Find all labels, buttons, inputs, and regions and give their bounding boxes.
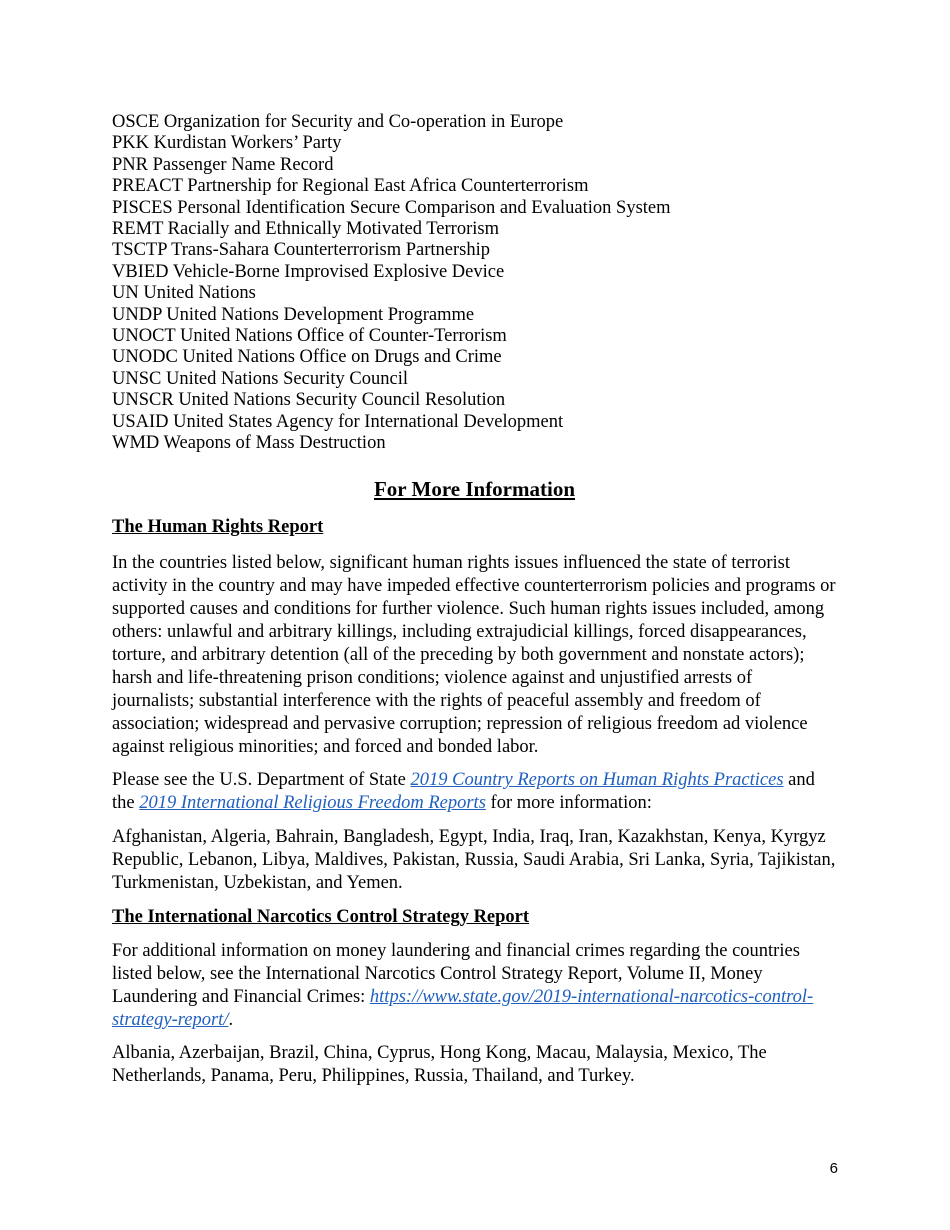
narcotics-paragraph-suffix: .	[228, 1010, 234, 1031]
country-reports-link[interactable]: 2019 Country Reports on Human Rights Practices	[410, 770, 784, 791]
human-rights-heading: The Human Rights Report	[112, 516, 324, 537]
page-number: 6	[829, 1160, 838, 1177]
see-reports-suffix: for more information:	[485, 793, 652, 814]
narcotics-heading: The International Narcotics Control Strategy Report	[112, 906, 530, 927]
abbreviation-item: WMD Weapons of Mass Destruction	[112, 433, 386, 454]
see-reports-prefix: Please see the U.S. Department of State	[112, 770, 411, 791]
document-page	[112, 112, 837, 1088]
abbreviation-item: UNDP United Nations Development Programme	[112, 304, 475, 325]
narcotics-paragraph-text: For additional information on money laundering and financial crimes regarding the countries listed below, see the International Narcotics Control Strategy Report, Volume II, Money Laundering and Financial Crimes:	[112, 940, 800, 1007]
abbreviation-item: UNODC United Nations Office on Drugs and Crime	[112, 347, 502, 368]
human-rights-countries: Afghanistan, Algeria, Bahrain, Bangladesh, Egypt, India, Iraq, Iran, Kazakhstan, Kenya, Kyrgyz Republic, Lebanon, Libya, Maldives, Pakistan, Russia, Saudi Arabia, Sri Lanka, Syria, Tajikistan, Turkmenistan, Uzbekistan, and Yemen.	[112, 826, 836, 893]
narcotics-paragraph	[112, 940, 837, 1032]
narcotics-countries: Albania, Azerbaijan, Brazil, China, Cyprus, Hong Kong, Macau, Malaysia, Mexico, The Netherlands, Panama, Peru, Philippines, Russia, Thailand, and Turkey.	[112, 1043, 767, 1087]
abbreviation-item: PISCES Personal Identification Secure Comparison and Evaluation System	[112, 197, 671, 218]
religious-freedom-link[interactable]: 2019 International Religious Freedom Reports	[139, 793, 486, 814]
abbreviation-item: OSCE Organization for Security and Co-operation in Europe	[112, 112, 564, 132]
see-reports-paragraph	[112, 769, 837, 815]
abbreviation-item: PKK Kurdistan Workers’ Party	[112, 133, 342, 154]
abbreviation-item: USAID United States Agency for International Development	[112, 411, 564, 432]
section-title: For More Information	[373, 476, 576, 501]
abbreviation-item: UN United Nations	[112, 283, 256, 304]
abbreviation-item: PREACT Partnership for Regional East Africa Counterterrorism	[112, 176, 589, 197]
abbreviation-item: UNOCT United Nations Office of Counter-Terrorism	[112, 326, 507, 347]
abbreviation-item: TSCTP Trans-Sahara Counterterrorism Partnership	[112, 240, 491, 261]
abbreviation-item: VBIED Vehicle-Borne Improvised Explosive Device	[112, 261, 505, 282]
narcotics-report-link[interactable]: https://www.state.gov/2019-international-narcotics-control-strategy-report/	[112, 987, 814, 1031]
abbreviation-list	[112, 112, 837, 455]
see-reports-middle: and the	[112, 770, 815, 814]
abbreviation-item: UNSCR United Nations Security Council Resolution	[112, 390, 506, 411]
human-rights-paragraph: In the countries listed below, significant human rights issues influenced the state of terrorist activity in the country and may have impeded effective counterterrorism policies and programs or supported causes and conditions for further violence. Such human rights issues included, among others: unlawful and arbitrary killings, including extrajudicial killings, forced disappearances, torture, and arbitrary detention (all of the preceding by both government and nonstate actors); harsh and life-threatening prison conditions; violence against and unjustified arrests of journalists; substantial interference with the rights of peaceful assembly and freedom of association; widespread and pervasive corruption; repression of religious freedom ad violence against religious minorities; and forced and bonded labor.	[112, 552, 836, 758]
abbreviation-item: REMT Racially and Ethnically Motivated Terrorism	[112, 219, 499, 240]
abbreviation-item: UNSC United Nations Security Council	[112, 368, 408, 389]
abbreviation-item: PNR Passenger Name Record	[112, 154, 334, 175]
